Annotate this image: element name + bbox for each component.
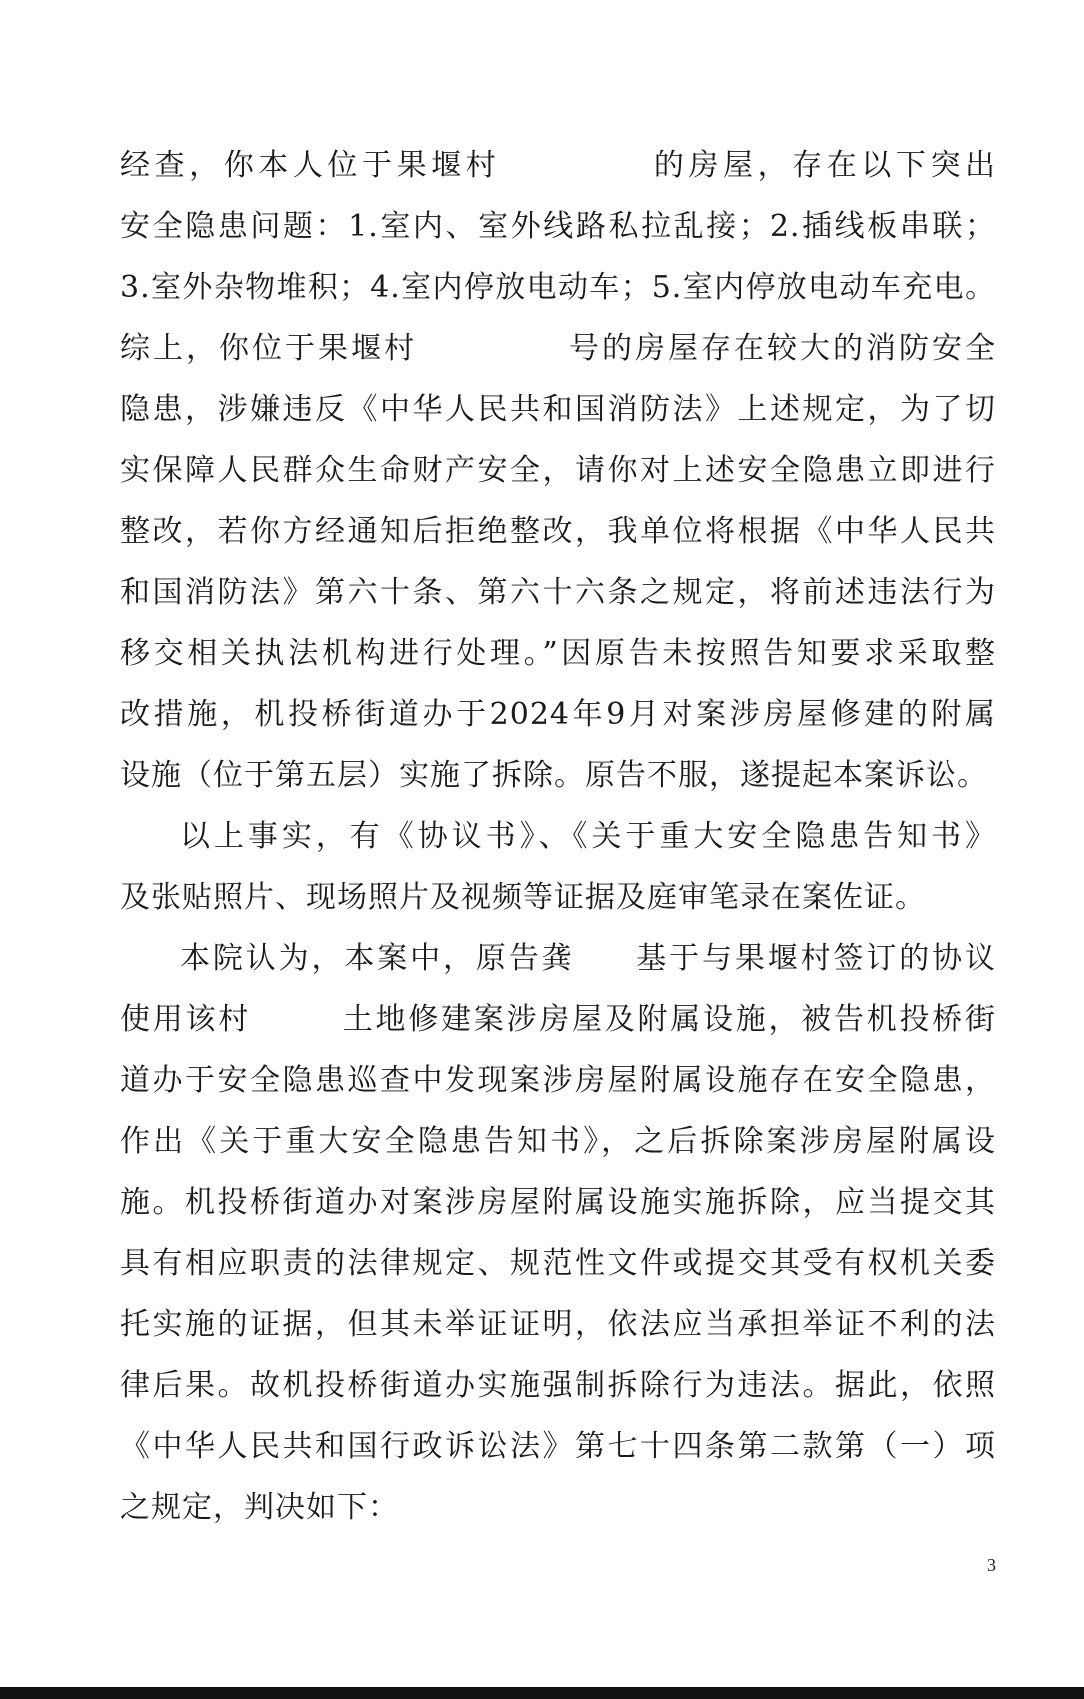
- judgment-text: [120, 135, 996, 1538]
- redacted-area: [574, 940, 634, 980]
- text-line-8: 和国消防法》第六十条、第六十六条之规定，将前述违法行为: [120, 575, 996, 610]
- text-line-9: 移交相关执法机构进行处理。”因原告未按照告知要求采取整: [120, 636, 996, 671]
- text-line-14: [120, 928, 996, 989]
- text-line-1: [120, 135, 996, 196]
- text-line-22: 《中华人民共和国行政诉讼法》第七十四条第二款第（一）项: [120, 1429, 996, 1464]
- text-line-18: 施。机投桥街道办对案涉房屋附属设施实施拆除，应当提交其: [120, 1185, 996, 1220]
- text-line-17: 作出《关于重大安全隐患告知书》，之后拆除案涉房屋附属设: [120, 1124, 996, 1159]
- text-segment: 基于与果堰村签订的协议: [634, 941, 996, 976]
- text-line-11: 设施（位于第五层）实施了拆除。原告不服，遂提起本案诉讼。: [120, 758, 988, 793]
- text-segment: 使用该村: [120, 1002, 251, 1037]
- text-line-15: [120, 989, 996, 1050]
- text-line-2: 安全隐患问题：1.室内、室外线路私拉乱接；2.插线板串联；: [120, 209, 996, 244]
- text-segment: 经查，你本人位于果堰村: [120, 148, 501, 183]
- text-segment: 的房屋，存在以下突出: [650, 148, 996, 183]
- text-line-19: 具有相应职责的法律规定、规范性文件或提交其受有权机关委: [120, 1246, 996, 1281]
- text-line-3: 3.室外杂物堆积；4.室内停放电动车；5.室内停放电动车充电。: [120, 270, 996, 305]
- redacted-area: [417, 330, 567, 370]
- text-segment: 本院认为，本案中，原告龚: [180, 941, 575, 976]
- redacted-area: [251, 1001, 341, 1041]
- text-line-5: 隐患，涉嫌违反《中华人民共和国消防法》上述规定，为了切: [120, 392, 996, 427]
- text-line-20: 托实施的证据，但其未举证证明，依法应当承担举证不利的法: [120, 1307, 996, 1342]
- text-segment: 综上，你位于果堰村: [120, 331, 417, 366]
- text-line-23: 之规定，判决如下：: [120, 1490, 399, 1525]
- text-line-6: 实保障人民群众生命财产安全，请你对上述安全隐患立即进行: [120, 453, 996, 488]
- text-segment: 号的房屋存在较大的消防安全: [567, 331, 996, 366]
- text-line-10: 改措施，机投桥街道办于2024年9月对案涉房屋修建的附属: [120, 697, 996, 732]
- text-line-12: 以上事实，有《协议书》、《关于重大安全隐患告知书》: [180, 819, 996, 854]
- scan-edge-bar: [0, 1687, 1084, 1699]
- text-segment: 土地修建案涉房屋及附属设施，被告机投桥街: [341, 1002, 996, 1037]
- redacted-area: [500, 147, 650, 187]
- text-line-21: 律后果。故机投桥街道办实施强制拆除行为违法。据此，依照: [120, 1368, 996, 1403]
- text-line-16: 道办于安全隐患巡查中发现案涉房屋附属设施存在安全隐患，: [120, 1063, 996, 1098]
- text-line-4: [120, 318, 996, 379]
- text-line-7: 整改，若你方经通知后拒绝整改，我单位将根据《中华人民共: [120, 514, 996, 549]
- page-number: 3: [987, 1555, 996, 1575]
- text-line-13: 及张贴照片、现场照片及视频等证据及庭审笔录在案佐证。: [120, 880, 926, 915]
